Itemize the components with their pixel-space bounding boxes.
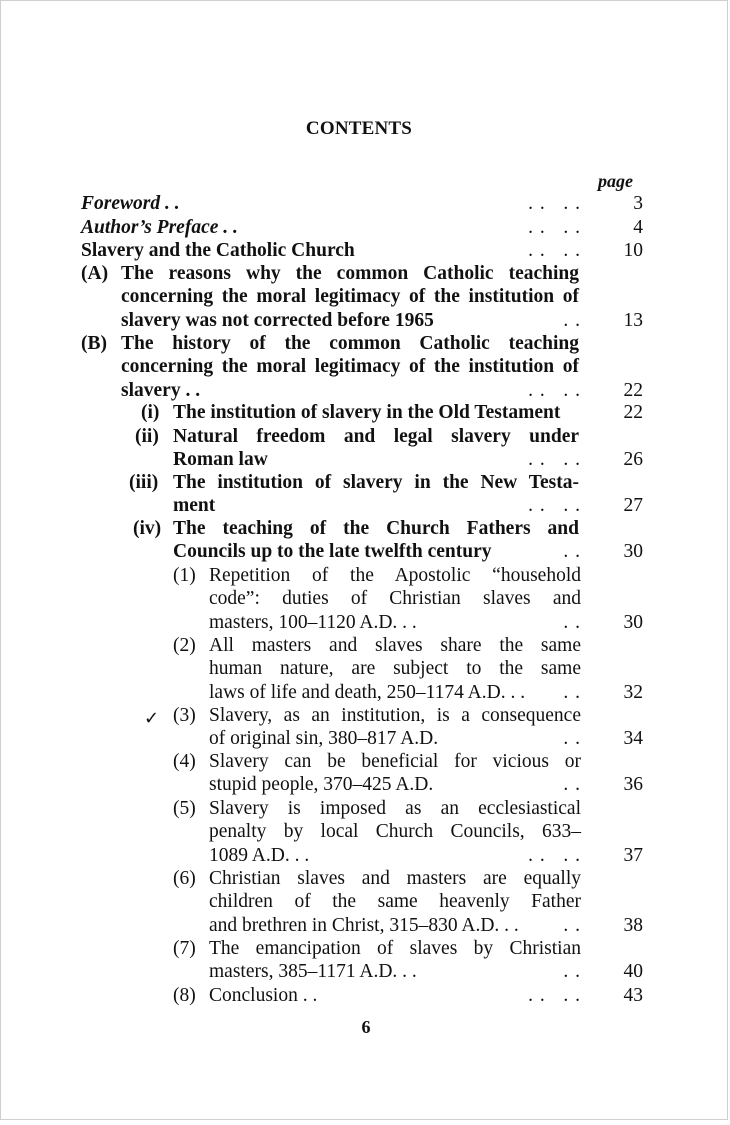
dot-leader: . . . . [528,985,581,1006]
toc-page-number: 22 [623,379,643,401]
handwritten-checkmark-icon: ✓ [144,708,160,729]
toc-entry-text: Slavery can be beneficial for vicious or [209,751,581,772]
toc-entry-text: Conclusion . . [209,985,318,1006]
toc-entry-label: (i) [141,402,160,423]
toc-entry-text: masters, 100–1120 A.D. . . [209,611,417,633]
dot-leader: . . [563,541,581,563]
toc-entry-label: (iii) [129,472,159,493]
toc-entry-text: Author’s Preface . . [81,217,238,238]
toc-entry-text: Christian slaves and masters are equally [209,868,581,889]
dot-leader: . . . . [528,193,581,214]
toc-entry-text: 1089 A.D. . . [209,844,310,866]
toc-page-number: 3 [633,193,643,214]
toc-entry-text: The reasons why the common Catholic teaching [121,263,579,284]
dot-leader: . . [563,309,581,331]
toc-entry-label: (8) [173,985,196,1006]
toc-entry-text: code”: duties of Christian slaves and [209,588,581,610]
toc-entry-text: Councils up to the late twelfth century [173,541,492,563]
page-number: 6 [361,1017,371,1037]
toc-entry-text: of original sin, 380–817 A.D. [209,728,439,750]
toc-entry-text: laws of life and death, 250–1174 A.D. . . [209,681,526,703]
toc-entry-text: slavery . . [121,379,201,401]
toc-entry-label: (2) [173,635,196,656]
dot-leader: . . . . [528,379,581,401]
dot-leader: . . [563,914,581,936]
toc-page-number: 10 [623,240,643,261]
toc-entry-text: concerning the moral legitimacy of the institution of [121,286,579,308]
toc-page-number: 26 [623,449,643,471]
toc-page-number: 22 [623,402,643,423]
toc-entry-text: Slavery and the Catholic Church [81,240,355,261]
toc-page-number: 30 [623,541,643,563]
toc-entry-label: (7) [173,938,196,959]
toc-entry-label: (6) [173,868,196,889]
toc-page-number: 34 [623,728,643,750]
toc-page-number: 27 [623,495,643,517]
dot-leader: . . [563,681,581,703]
toc-entry-text: All masters and slaves share the same [209,635,581,656]
page-title: CONTENTS [305,118,413,139]
toc-page-number: 36 [623,774,643,796]
toc-entry-label: (ii) [135,426,159,447]
toc-entry-text: Slavery is imposed as an ecclesiastical [209,798,581,819]
toc-entry-label: (4) [173,751,196,772]
toc-page-number: 37 [623,844,643,866]
dot-leader: . . . . [528,217,581,238]
toc-entry-text: Foreword . . [81,193,180,214]
toc-entry-text: masters, 385–1171 A.D. . . [209,961,417,983]
toc-page-number: 40 [623,961,643,983]
toc-entry-label: (iv) [133,518,162,539]
toc-entry-text: stupid people, 370–425 A.D. [209,774,434,796]
toc-page-number: 30 [623,611,643,633]
toc-entry-label: (B) [81,333,107,354]
toc-entry-text: human nature, are subject to the same [209,658,581,680]
dot-leader: . . [563,728,581,750]
dot-leader: . . . . [528,240,581,261]
dot-leader: . . [563,611,581,633]
toc-entry-text: penalty by local Church Councils, 633– [209,821,581,843]
toc-entry-text: children of the same heavenly Father [209,891,581,913]
dot-leader: . . . . [528,449,581,471]
toc-entry-text: Roman law [173,449,268,471]
toc-entry-text: The teaching of the Church Fathers and [173,518,579,539]
toc-page-number: 32 [623,681,643,703]
toc-entry-text: Slavery, as an institution, is a consequence [209,705,581,726]
toc-page-number: 43 [623,985,643,1006]
toc-entry-text: The institution of slavery in the New Testa- [173,472,579,493]
toc-entry-label: (1) [173,565,196,586]
toc-entry-text: The emancipation of slaves by Christian [209,938,581,959]
toc-entry-text: The history of the common Catholic teaching [121,333,579,354]
toc-page-number: 13 [623,309,643,331]
page-column-heading: page [598,171,633,191]
table-of-contents [1,1,729,1125]
toc-entry-text: concerning the moral legitimacy of the institution of [121,356,579,378]
toc-entry-label: (5) [173,798,196,819]
dot-leader: . . . . [528,844,581,866]
toc-entry-text: and brethren in Christ, 315–830 A.D. . . [209,914,519,936]
toc-entry-text: The institution of slavery in the Old Testament [173,402,561,423]
toc-page-number: 38 [623,914,643,936]
dot-leader: . . [563,961,581,983]
toc-entry-label: (3) [173,705,196,726]
toc-entry-text: ment [173,495,216,517]
dot-leader: . . [563,774,581,796]
toc-entry-text: Repetition of the Apostolic “household [209,565,581,586]
toc-page-number: 4 [633,217,643,238]
dot-leader: . . . . [528,495,581,517]
toc-entry-text: Natural freedom and legal slavery under [173,426,579,447]
toc-entry-label: (A) [81,263,109,284]
toc-entry-text: slavery was not corrected before 1965 [121,309,434,331]
